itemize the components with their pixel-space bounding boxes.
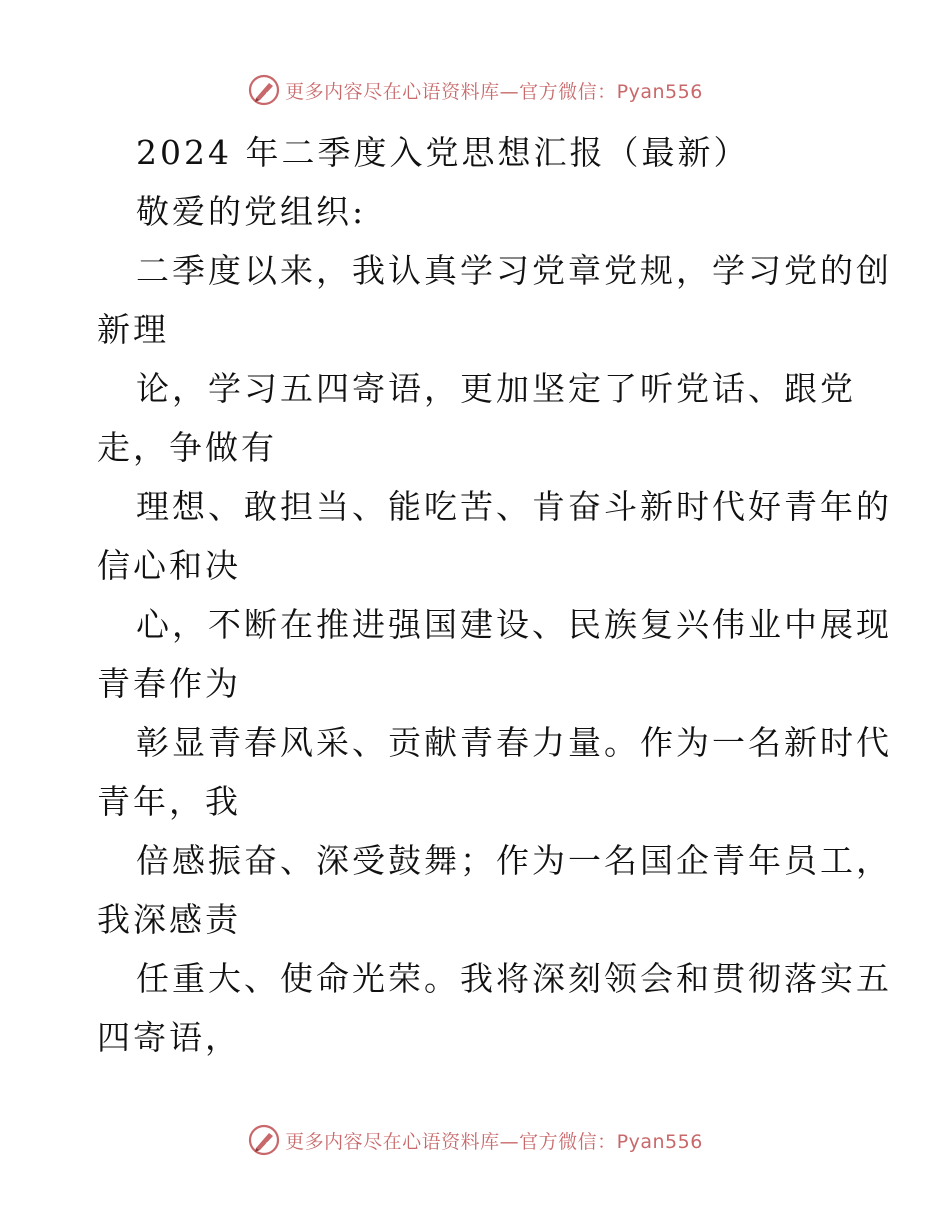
body-line: 任重大、使命光荣。我将深刻领会和贯彻落实五	[136, 959, 892, 998]
body-line: 倍感振奋、深受鼓舞；作为一名国企青年员工，	[136, 841, 892, 880]
body-line-wrap: 信心和决	[97, 546, 241, 585]
banner-text: 更多内容尽在心语资料库—官方微信：Pyan556	[285, 80, 703, 103]
body-line: 理想、敢担当、能吃苦、肯奋斗新时代好青年的	[136, 487, 892, 526]
banner-text: 更多内容尽在心语资料库—官方微信：Pyan556	[285, 1130, 703, 1153]
pen-logo-icon	[247, 73, 281, 107]
body-line: 心，不断在推进强国建设、民族复兴伟业中展现	[136, 605, 892, 644]
body-line-wrap: 新理	[97, 310, 169, 349]
footer-banner	[0, 1120, 950, 1160]
body-line-wrap: 青春作为	[97, 664, 241, 703]
pen-logo-icon	[247, 1123, 281, 1157]
body-line: 二季度以来，我认真学习党章党规，学习党的创	[136, 251, 892, 290]
body-line: 论，学习五四寄语，更加坚定了听党话、跟党	[136, 369, 856, 408]
header-banner	[0, 70, 950, 110]
doc-title: 2024 年二季度入党思想汇报（最新）	[136, 133, 750, 172]
body-line-wrap: 我深感责	[97, 900, 241, 939]
body-line-wrap: 青年，我	[97, 782, 241, 821]
body-line-wrap: 走，争做有	[97, 428, 277, 467]
document-body	[97, 123, 892, 1067]
body-line: 彰显青春风采、贡献青春力量。作为一名新时代	[136, 723, 892, 762]
salutation: 敬爱的党组织:	[136, 192, 367, 231]
body-line-wrap: 四寄语，	[97, 1018, 241, 1057]
